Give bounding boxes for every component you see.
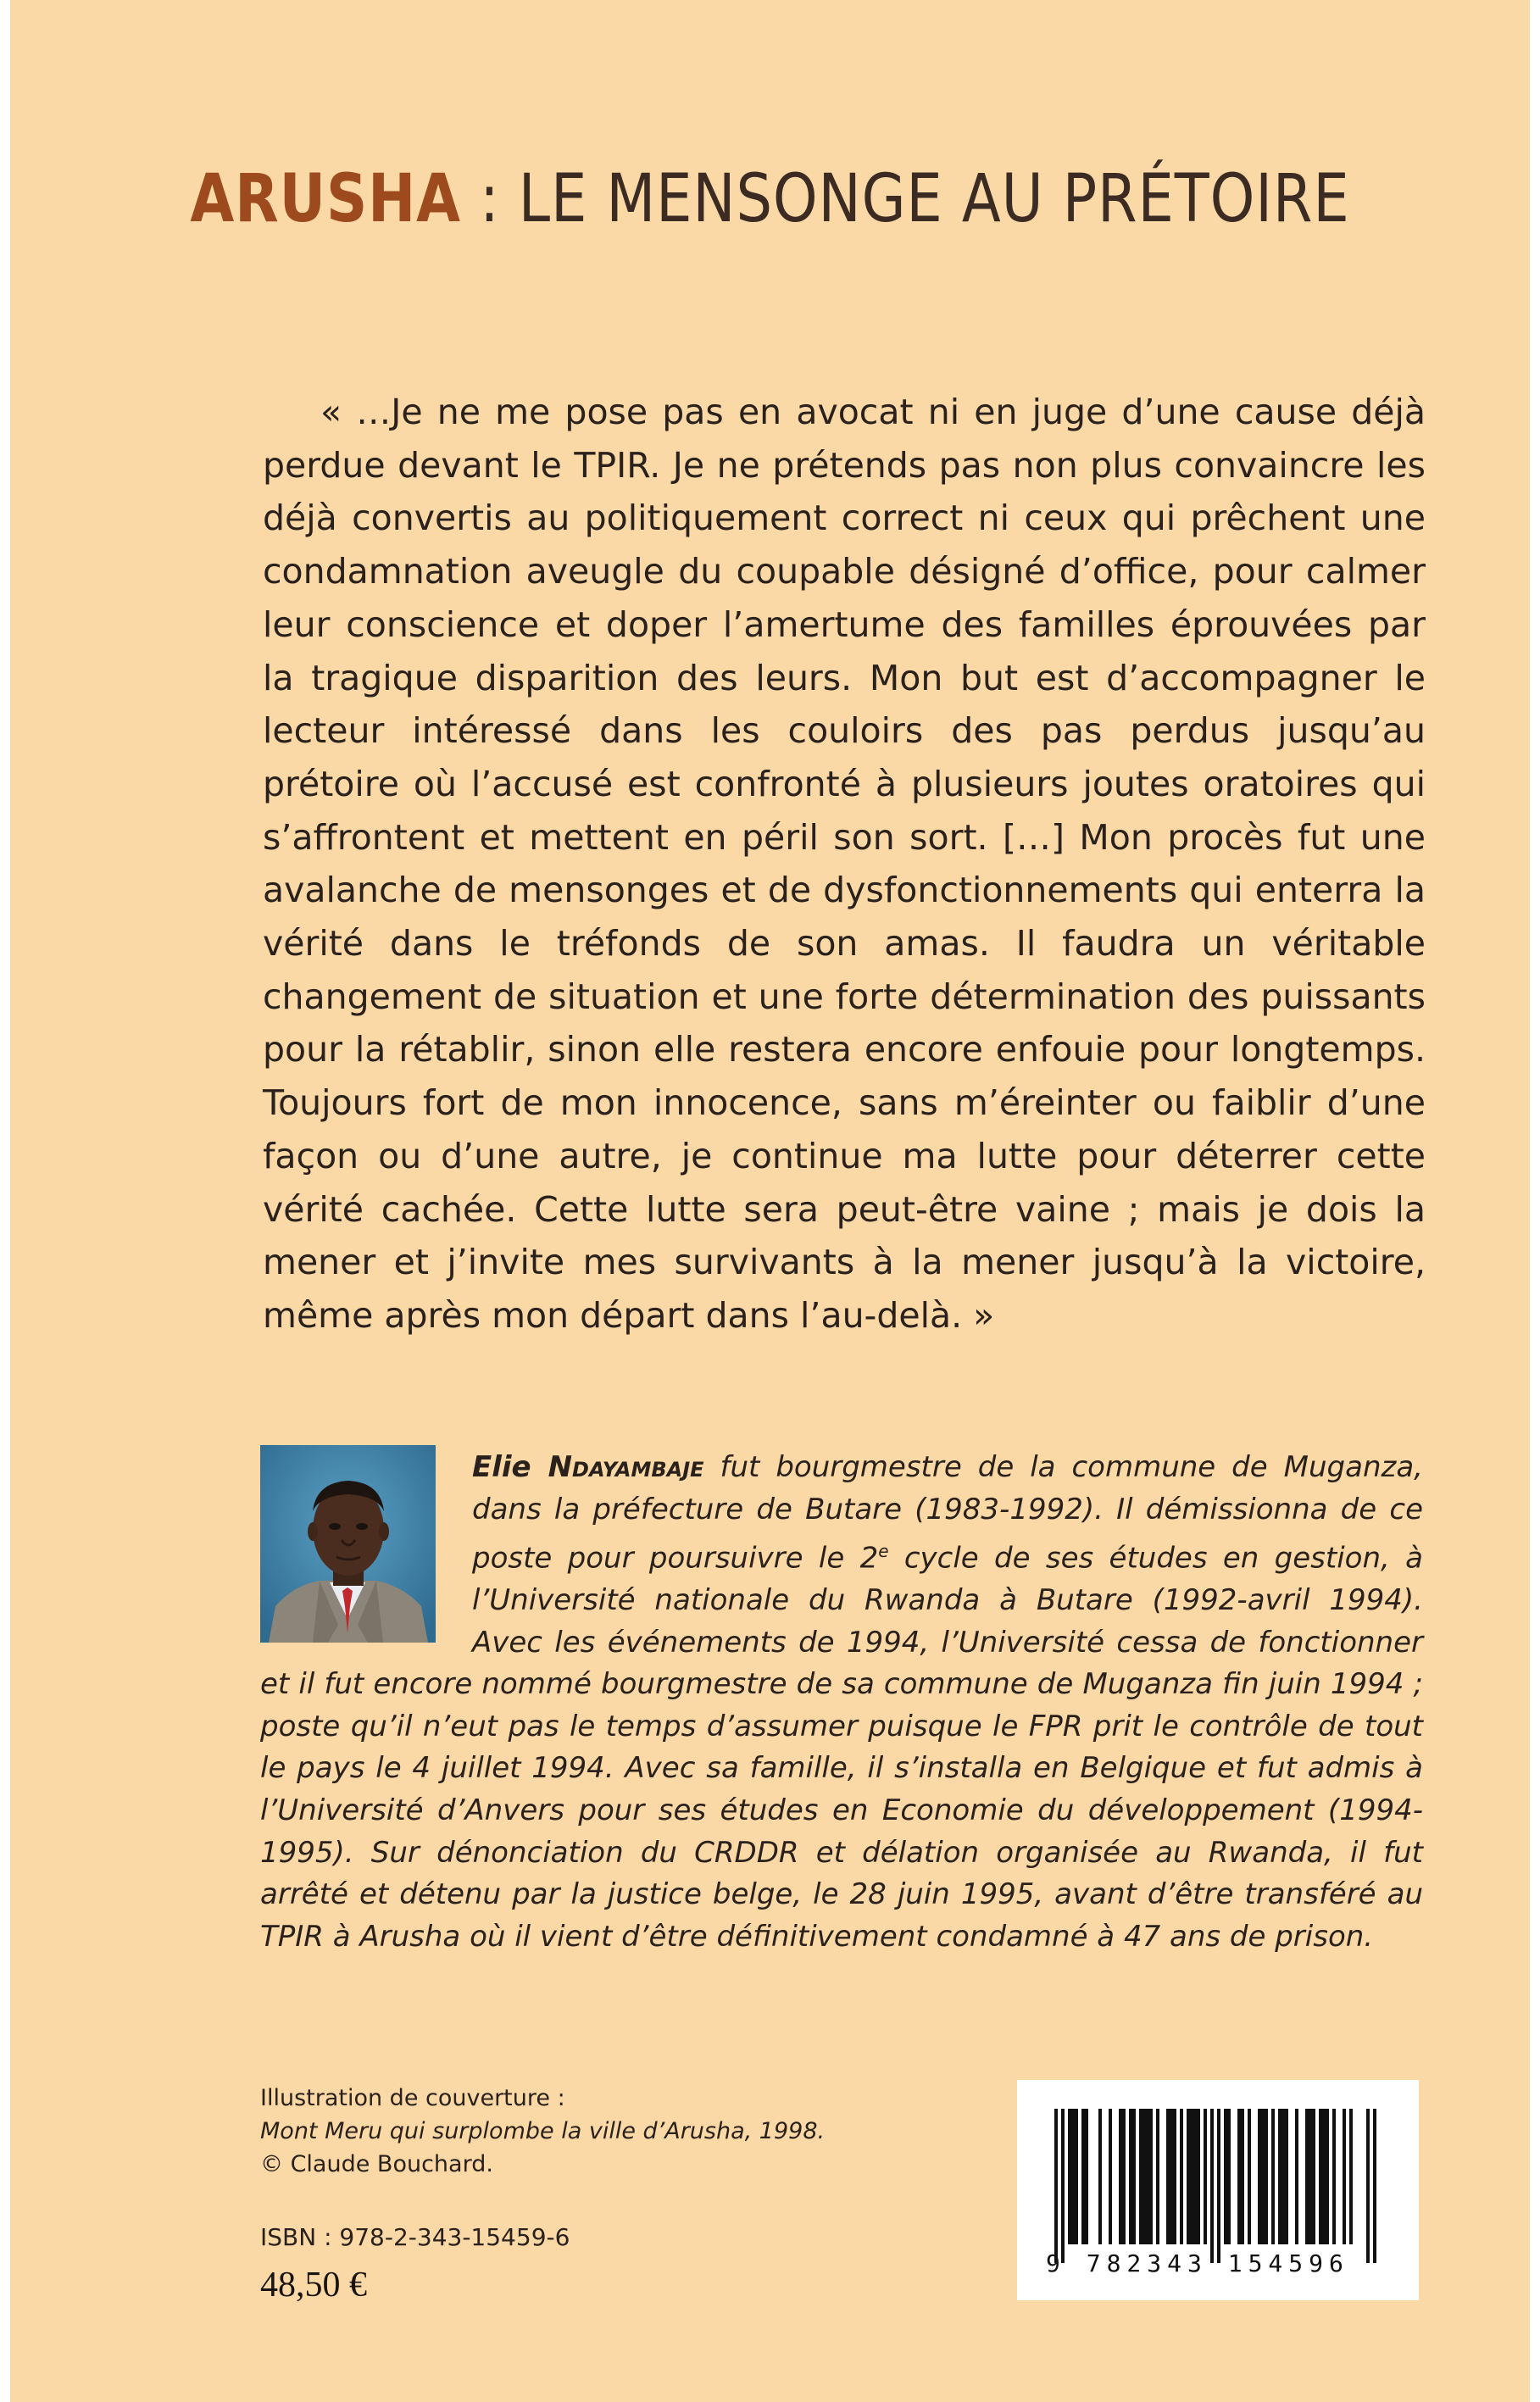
barcode-bar xyxy=(1366,2109,1370,2263)
barcode-bar xyxy=(1142,2109,1146,2244)
title-separator: : xyxy=(460,161,519,237)
cover-credits xyxy=(260,2082,825,2181)
back-cover xyxy=(10,0,1530,2402)
blurb-quote: « …Je ne me pose pas en avocat ni en juge d’une cause déjà perdue devant le TPIR. Je ne prétends pas non plus convaincre les déjà convertis au politiquement correct ni ceux qui prêchent une condamnation aveugle du coupable désigné d’office, pour calmer leur conscience et doper l’amertume des familles éprouvées par la tragique disparition des leurs. Mon but est d’accompagner le lecteur intéressé dans les couloirs des pas perdus jusqu’au prétoire où l’accusé est confronté à plusieurs joutes oratoires qui s’affrontent et mettent en péril son sort. […] Mon procès fut une avalanche de mensonges et de dysfonctionnements qui enterra la vérité dans le tréfonds de son amas. Il faudra un véritable changement de situation et une forte détermination des puissants pour la rétablir, sinon elle restera encore enfouie pour longtemps. Toujours fort de mon innocence, sans m’éreinter ou faiblir d’une façon ou d’une autre, je continue ma lutte pour déterrer cette vérité cachée. Cette lutte sera peut-être vaine ; mais je dois la mener et j’invite mes survivants à la mener jusqu’à la victoire, même après mon départ dans l’au-delà. » xyxy=(263,392,1426,1336)
barcode-bar xyxy=(1265,2109,1268,2244)
bio-text-2: cycle de ses études en gestion, à l’Université nationale du Rwanda à Butare (1992-avril 1994). Avec les événements de 1994, l’Université cessa de fonctionner et il fut encore nommé bourgmestre de sa commune de Muganza fin juin 1994 ; poste qu’il n’eut pas le temps d’assumer puisque le FPR prit le contrôle de tout le pays le 4 juillet 1994. Avec sa famille, il s’installa en Belgique et fut admis à l’Université d’Anvers pour ses études en Economie du développement (1994-1995). Sur dénonciation du CRDDR et délation organisée au Rwanda, il fut arrêté et détenu par la justice belge, le 28 juin 1995, avant d’être transféré au TPIR à Arusha où il vient d’être définitivement condamné à 47 ans de prison. xyxy=(260,1541,1423,1954)
barcode-bar xyxy=(1085,2109,1088,2244)
barcode-bar xyxy=(1061,2109,1065,2263)
barcode-bar xyxy=(1332,2109,1336,2244)
barcode-bar xyxy=(1312,2109,1315,2244)
barcode-bar xyxy=(1248,2109,1251,2244)
barcode-bar xyxy=(1068,2109,1071,2244)
barcode-number: 9 782343 154596 xyxy=(1046,2249,1349,2277)
barcode-bar xyxy=(1197,2109,1200,2244)
barcode-bar xyxy=(1224,2109,1227,2244)
barcode-bar xyxy=(1241,2109,1244,2244)
barcode-bar xyxy=(1278,2109,1281,2244)
barcode-bar xyxy=(1193,2109,1197,2244)
author-first-name: Elie xyxy=(472,1450,548,1484)
barcode-bar xyxy=(1271,2109,1275,2244)
barcode-bar xyxy=(1180,2109,1183,2244)
barcode-bar xyxy=(1295,2109,1298,2244)
barcode-bar xyxy=(1054,2109,1058,2263)
barcode-bar xyxy=(1227,2109,1231,2244)
barcode-bar xyxy=(1109,2109,1112,2244)
barcode-bar xyxy=(1187,2109,1190,2244)
bio-superscript: e xyxy=(878,1541,889,1562)
author-bio xyxy=(260,1447,1423,1958)
barcode-bar xyxy=(1237,2109,1241,2244)
barcode-bar xyxy=(1190,2109,1193,2244)
barcode-bar xyxy=(1119,2109,1122,2244)
bio-text-1: fut bourgmestre de la commune de Muganza, dans la préfecture de Butare (1983-1992). Il démissionna de ce poste pour poursuivre le 2 xyxy=(472,1450,1423,1576)
barcode-bar xyxy=(1156,2109,1159,2244)
author-last-name: Ndayambaje xyxy=(548,1450,704,1484)
barcode xyxy=(1017,2080,1419,2300)
title-rest: LE MENSONGE AU PRÉTOIRE xyxy=(518,161,1350,237)
barcode-bar xyxy=(1258,2109,1261,2244)
barcode-bar xyxy=(1210,2109,1214,2263)
barcode-bar xyxy=(1285,2109,1288,2244)
barcode-bar xyxy=(1173,2109,1176,2244)
barcode-bar xyxy=(1129,2109,1132,2244)
credits-line-2: Mont Meru qui surplombe la ville d’Arusha, 1998. xyxy=(260,2118,826,2144)
title-accent: ARUSHA xyxy=(190,161,461,237)
barcode-bar xyxy=(1373,2109,1376,2263)
barcode-bar xyxy=(1149,2109,1153,2244)
barcode-bar xyxy=(1305,2109,1309,2244)
barcode-bar xyxy=(1081,2109,1085,2244)
barcode-bar xyxy=(1139,2109,1142,2244)
book-title xyxy=(117,161,1424,237)
barcode-bar xyxy=(1204,2109,1207,2244)
photo-spacer xyxy=(260,1447,472,1647)
barcode-bar xyxy=(1261,2109,1265,2244)
barcode-bar xyxy=(1326,2109,1329,2244)
price: 48,50 € xyxy=(260,2266,367,2305)
barcode-bar xyxy=(1170,2109,1173,2244)
credits-line-3: © Claude Bouchard. xyxy=(260,2151,493,2177)
barcode-bar xyxy=(1343,2109,1346,2244)
barcode-bar xyxy=(1071,2109,1075,2244)
barcode-bar xyxy=(1281,2109,1285,2244)
barcode-bar xyxy=(1217,2109,1220,2263)
barcode-bar xyxy=(1322,2109,1326,2244)
barcode-bar xyxy=(1122,2109,1126,2244)
barcode-bar xyxy=(1075,2109,1078,2244)
barcode-bar xyxy=(1309,2109,1312,2244)
barcode-bar xyxy=(1132,2109,1136,2244)
barcode-bar xyxy=(1166,2109,1170,2244)
barcode-bar xyxy=(1319,2109,1322,2244)
barcode-bar xyxy=(1146,2109,1149,2244)
isbn: ISBN : 978-2-343-15459-6 xyxy=(260,2223,570,2251)
credits-line-1: Illustration de couverture : xyxy=(260,2085,565,2111)
barcode-bar xyxy=(1098,2109,1102,2244)
barcode-bar xyxy=(1349,2109,1353,2244)
